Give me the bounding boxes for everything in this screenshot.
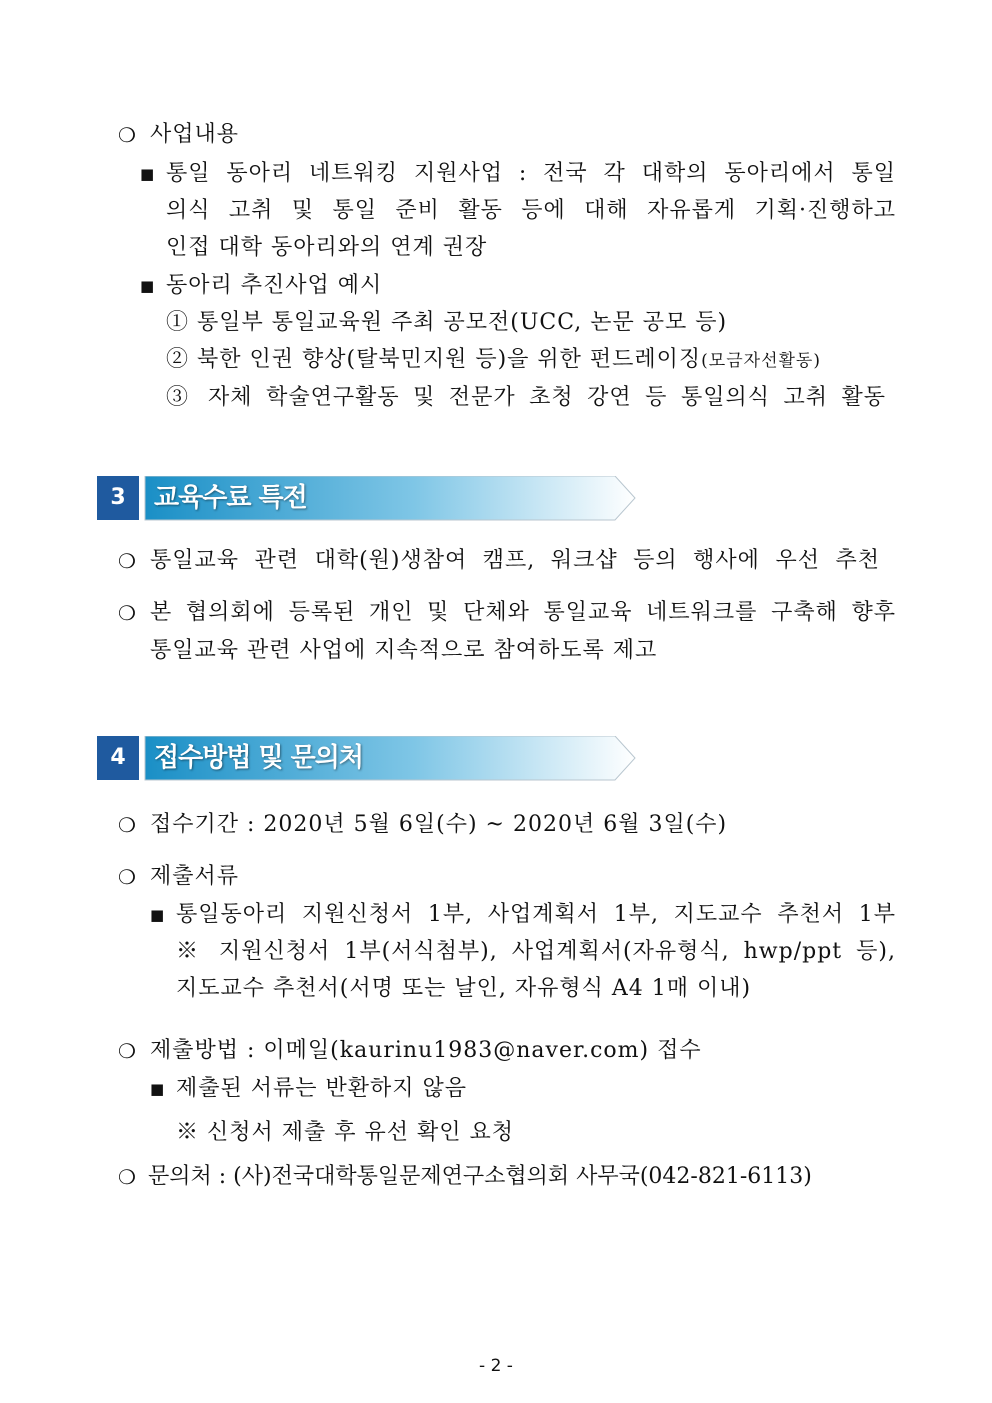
example-suffix: (모금자선활동)	[701, 351, 821, 371]
section-heading-content: 사업내용	[150, 122, 240, 147]
example-item: ③ 자체 학술연구활동 및 전문가 초청 강연 등 통일의식 고취 활동	[166, 385, 886, 410]
square-bullet-icon: ■	[150, 1080, 165, 1098]
square-bullet-icon: ■	[150, 906, 165, 924]
section-title: 교육수료 특전	[154, 483, 307, 513]
bullet-line: 통일 동아리 네트워킹 지원사업 : 전국 각 대학의 동아리에서 통일	[166, 161, 896, 186]
circle-bullet-icon: ❍	[118, 1039, 136, 1063]
method-bullet: 제출된 서류는 반환하지 않음	[176, 1076, 468, 1101]
circle-bullet-icon: ❍	[118, 601, 136, 625]
section-title: 접수방법 및 문의처	[154, 743, 364, 773]
bullet-text: 동아리 추진사업 예시	[166, 273, 383, 298]
method-text: 제출방법 : 이메일(kaurinu1983@naver.com) 접수	[150, 1038, 702, 1063]
example-item: ① 통일부 통일교육원 주최 공모전(UCC, 논문 공모 등)	[166, 310, 728, 335]
docs-bullet: 통일동아리 지원신청서 1부, 사업계획서 1부, 지도교수 추천서 1부	[176, 902, 896, 927]
docs-note-line: 지도교수 추천서(서명 또는 날인, 자유형식 A4 1매 이내)	[176, 976, 752, 1001]
benefit-item-line: 통일교육 관련 사업에 지속적으로 참여하도록 제고	[150, 638, 658, 663]
square-bullet-icon: ■	[140, 277, 155, 295]
circle-bullet-icon: ❍	[118, 865, 136, 889]
square-bullet-icon: ■	[140, 165, 155, 183]
bullet-line: 의식 고취 및 통일 준비 활동 등에 대해 자유롭게 기획·진행하고	[166, 198, 896, 223]
method-note: ※ 신청서 제출 후 유선 확인 요청	[176, 1120, 514, 1145]
page-number: - 2 -	[479, 1356, 513, 1376]
circle-bullet-icon: ❍	[118, 123, 136, 147]
period-text: 접수기간 : 2020년 5월 6일(수) ~ 2020년 6월 3일(수)	[150, 812, 728, 837]
docs-heading: 제출서류	[150, 864, 240, 889]
benefit-item: 통일교육 관련 대학(원)생참여 캠프, 워크샵 등의 행사에 우선 추천	[150, 548, 880, 573]
section-number: 4	[110, 745, 126, 770]
circle-bullet-icon: ❍	[118, 813, 136, 837]
section-3-header	[97, 476, 637, 520]
section-4-header	[97, 736, 637, 780]
example-text: ② 북한 인권 향상(탈북민지원 등)을 위한 펀드레이징	[166, 347, 702, 372]
example-item	[166, 345, 821, 376]
docs-note-line: ※ 지원신청서 1부(서식첨부), 사업계획서(자유형식, hwp/ppt 등),	[176, 939, 896, 964]
circle-bullet-icon: ❍	[118, 549, 136, 573]
circle-bullet-icon: ❍	[118, 1165, 136, 1189]
bullet-line: 인접 대학 동아리와의 연계 권장	[166, 235, 488, 260]
benefit-item: 본 협의회에 등록된 개인 및 단체와 통일교육 네트워크를 구축해 향후	[150, 600, 896, 625]
contact-text: 문의처 : (사)전국대학통일문제연구소협의회 사무국(042-821-6113)	[148, 1164, 812, 1189]
section-number: 3	[110, 485, 126, 510]
